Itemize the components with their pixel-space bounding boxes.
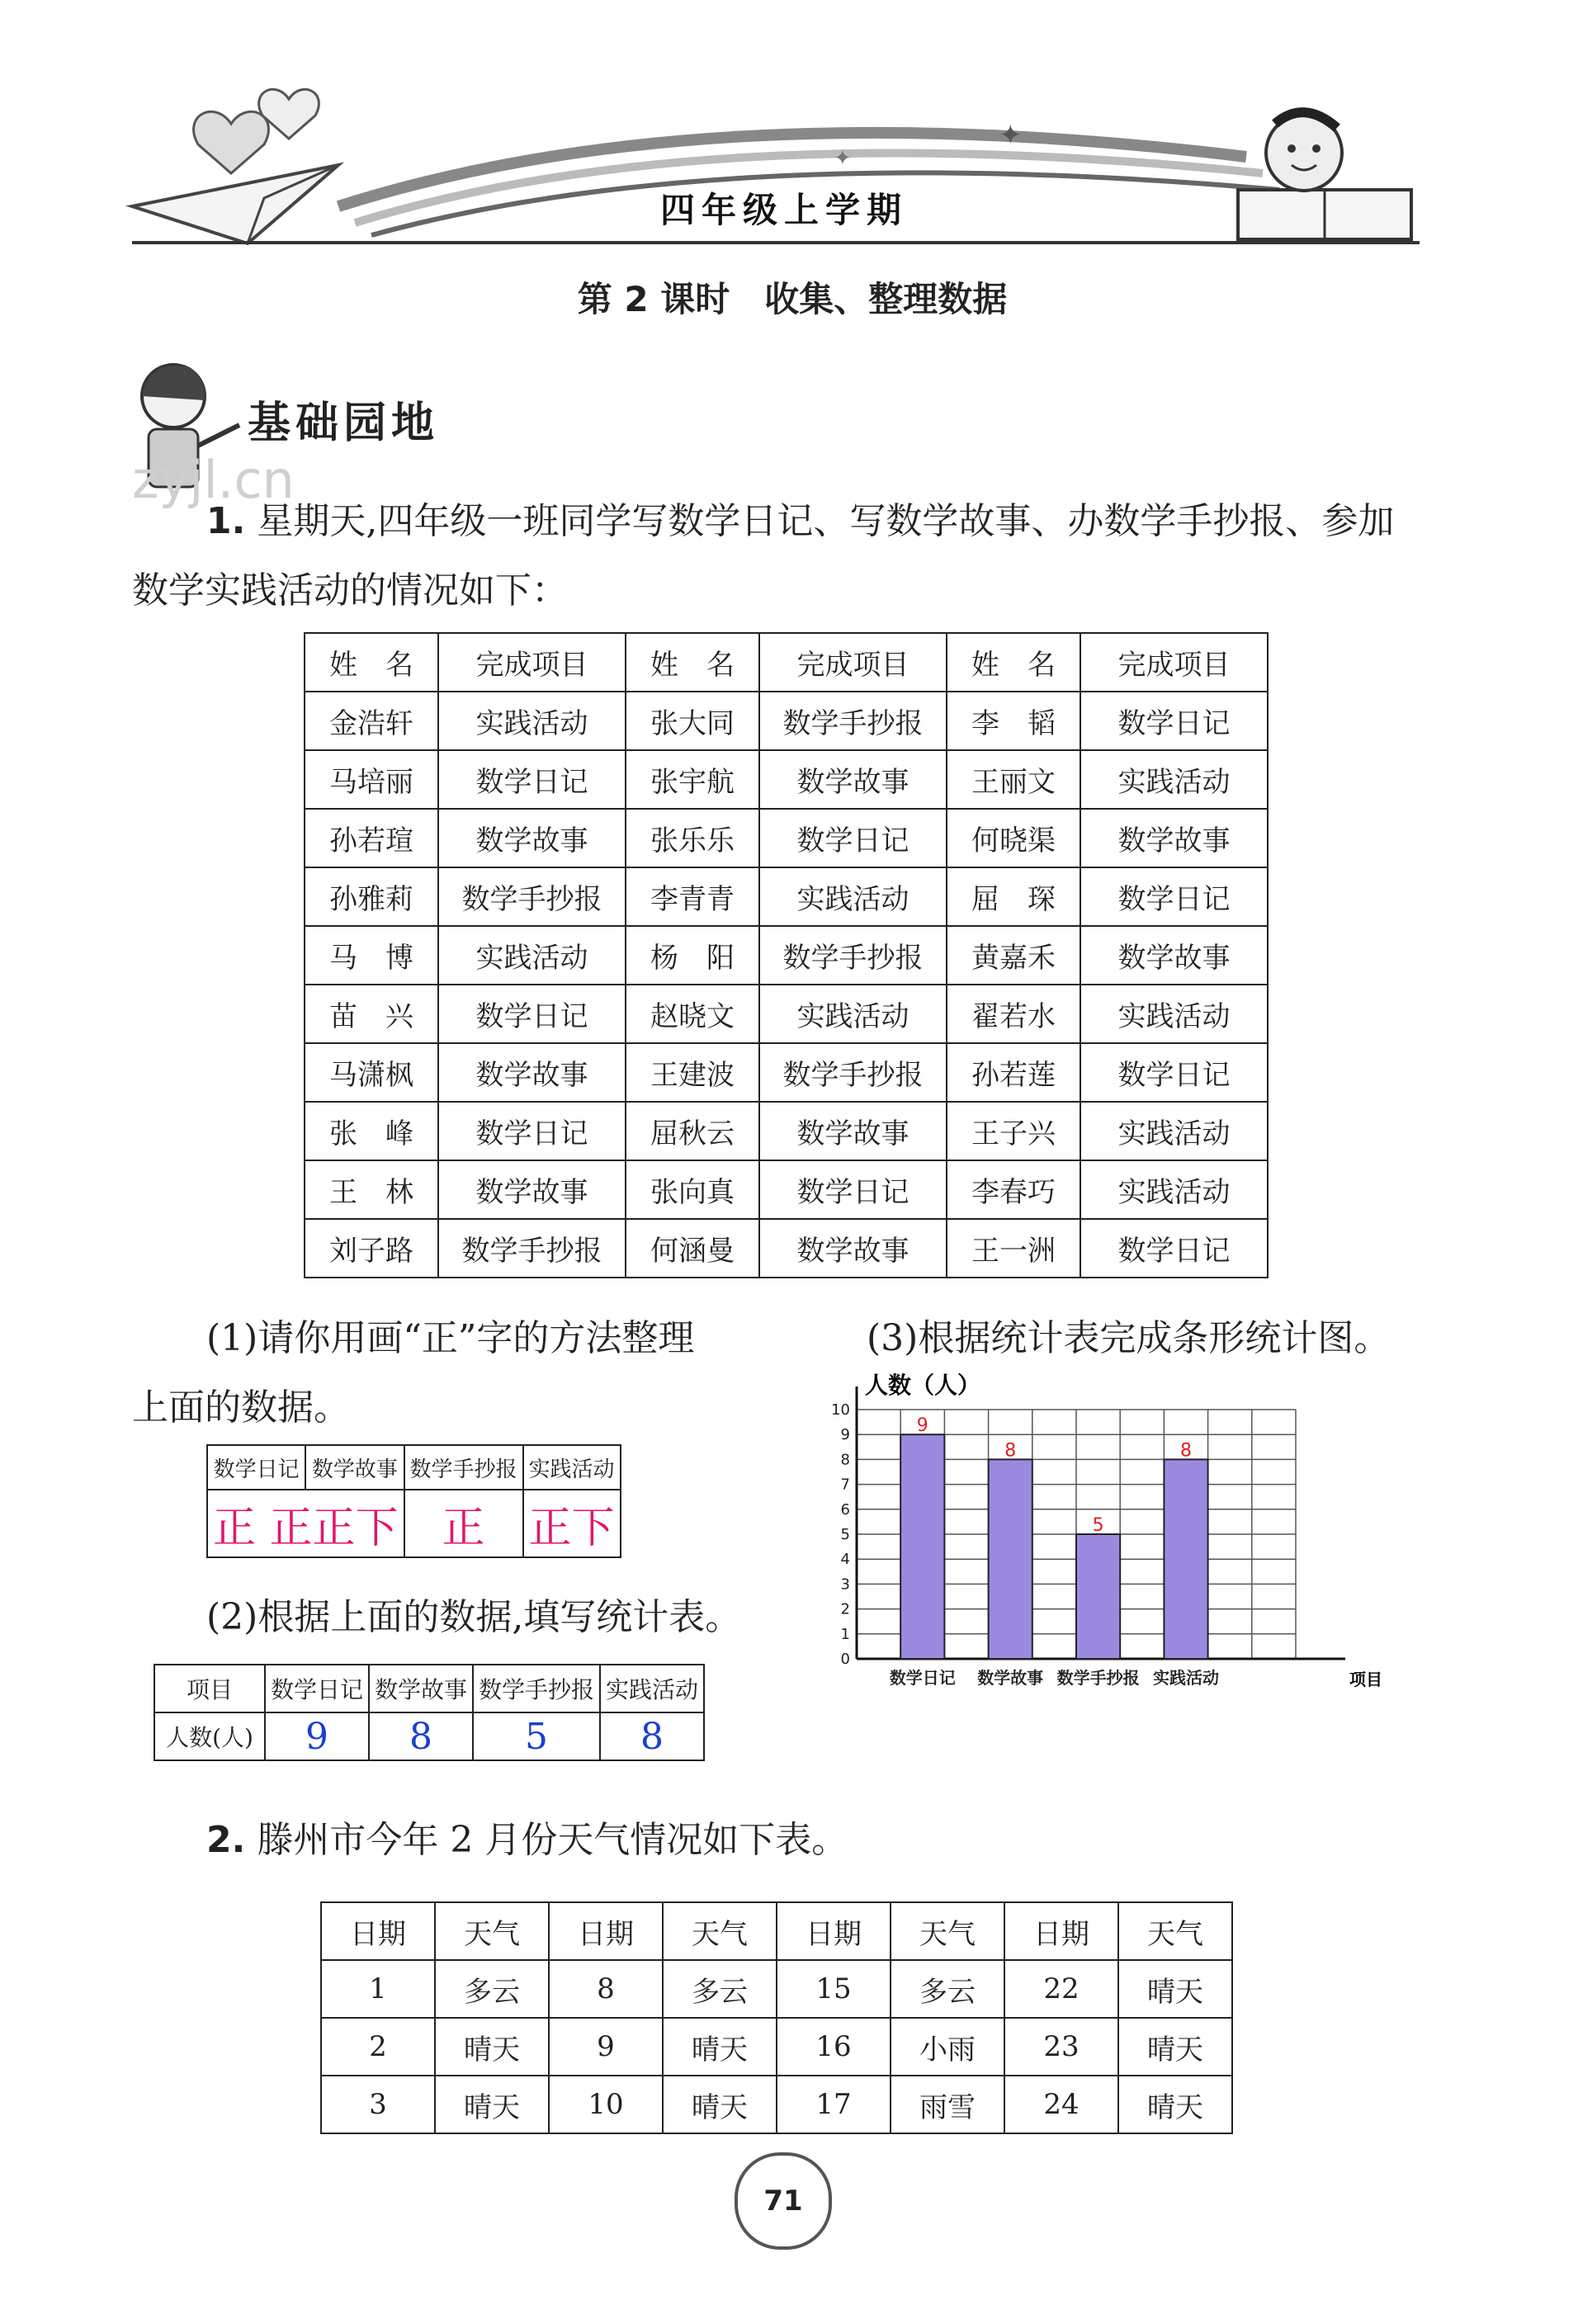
cell: 张乐乐: [626, 809, 759, 867]
cell: 屈秋云: [626, 1102, 759, 1160]
cell: 实践活动: [438, 926, 626, 985]
cell: 实践活动: [1080, 750, 1268, 809]
header-cell: 日期: [777, 1902, 891, 1960]
cell: 1: [321, 1960, 435, 2018]
table-row: [305, 809, 1268, 867]
header-cell: 天气: [891, 1902, 1004, 1960]
y-tick-label: 6: [840, 1500, 850, 1519]
chart-xlabel: 项目: [1349, 1670, 1382, 1689]
stat-value: 8: [600, 1712, 704, 1760]
y-tick-label: 5: [840, 1526, 850, 1543]
cell: 实践活动: [1080, 1102, 1268, 1160]
cell: 马潇枫: [305, 1043, 438, 1102]
stat-value: 5: [473, 1712, 600, 1760]
cell: 雨雪: [891, 2076, 1004, 2133]
y-tick-label: 7: [840, 1476, 850, 1494]
cell: 数学日记: [1080, 1043, 1268, 1102]
cell: 马 博: [305, 926, 438, 985]
cell: 晴天: [435, 2076, 549, 2133]
cell: 24: [1004, 2076, 1118, 2133]
cell: 数学手抄报: [438, 867, 626, 926]
header-cell: 天气: [663, 1902, 777, 1960]
cell: 孙若瑄: [305, 809, 438, 867]
cell: 王 林: [305, 1160, 438, 1219]
cell: 数学日记: [438, 750, 626, 809]
cell: 数学故事: [438, 809, 626, 867]
q1-text: [132, 487, 1453, 626]
cell: 数学手抄报: [759, 926, 947, 985]
cell: 17: [777, 2076, 891, 2133]
tally-header: 数学故事: [305, 1445, 404, 1490]
header-cell: 完成项目: [1080, 633, 1268, 692]
stat-row-label: 人数(人): [154, 1712, 265, 1760]
table-row: [305, 1102, 1268, 1160]
y-tick-label: 3: [840, 1575, 850, 1594]
cell: 实践活动: [1080, 1160, 1268, 1219]
cell: 刘子路: [305, 1219, 438, 1278]
q2-number: 2.: [206, 1819, 246, 1861]
cell: 翟若水: [947, 985, 1080, 1043]
q2-text: [206, 1806, 848, 1875]
data-label: 5: [1092, 1515, 1104, 1536]
cell: 10: [549, 2076, 663, 2133]
cell: 马培丽: [305, 750, 438, 809]
cell: 23: [1004, 2018, 1118, 2076]
cell: 22: [1004, 1960, 1118, 2018]
stat-table: [154, 1664, 705, 1761]
cell: 王建波: [626, 1043, 759, 1102]
cell: 多云: [663, 1960, 777, 2018]
cell: 数学故事: [438, 1160, 626, 1219]
cell: 数学日记: [438, 985, 626, 1043]
part1-line1: (1)请你用画“正”字的方法整理: [206, 1317, 695, 1359]
cell: 晴天: [435, 2018, 549, 2076]
data-label: 8: [1180, 1440, 1192, 1462]
cell: 黄嘉禾: [947, 926, 1080, 985]
cell: 晴天: [663, 2076, 777, 2133]
stat-value: 8: [369, 1712, 473, 1760]
cell: 晴天: [1118, 1960, 1232, 2018]
cell: 晴天: [1118, 2076, 1232, 2133]
cell: 9: [549, 2018, 663, 2076]
cell: 张向真: [626, 1160, 759, 1219]
cell: 实践活动: [759, 867, 947, 926]
tally-header: 数学手抄报: [404, 1445, 523, 1490]
tally-header: 数学日记: [207, 1445, 305, 1490]
table-row: [305, 985, 1268, 1043]
y-tick-label: 1: [840, 1625, 850, 1643]
q1-number: 1.: [206, 500, 246, 542]
tally-marks: 正: [404, 1490, 523, 1557]
chart-ylabel: 人数（人）: [865, 1372, 981, 1399]
stat-header: 实践活动: [600, 1665, 704, 1712]
cell: 16: [777, 2018, 891, 2076]
tally-table: [206, 1444, 621, 1558]
header-divider: [132, 241, 1420, 244]
header-cell: 完成项目: [438, 633, 626, 692]
stat-header: 数学故事: [369, 1665, 473, 1712]
header-cell: 日期: [1004, 1902, 1118, 1960]
cell: 数学故事: [438, 1043, 626, 1102]
header-cell: 完成项目: [759, 633, 947, 692]
category-label: 数学故事: [977, 1668, 1044, 1688]
table-row: [321, 2076, 1232, 2133]
cell: 屈 琛: [947, 867, 1080, 926]
category-label: 数学日记: [889, 1668, 956, 1688]
bar: [1076, 1534, 1120, 1659]
cell: 晴天: [1118, 2018, 1232, 2076]
table-row: [305, 692, 1268, 750]
table-row: [305, 867, 1268, 926]
cell: 数学故事: [1080, 926, 1268, 985]
svg-text:✦: ✦: [834, 146, 852, 171]
cell: 李 韬: [947, 692, 1080, 750]
student-table: [304, 632, 1269, 1278]
weather-table: [320, 1901, 1233, 2134]
part1-text: [132, 1304, 809, 1443]
cell: 数学日记: [759, 1160, 947, 1219]
cell: 多云: [891, 1960, 1004, 2018]
cell: 何涵曼: [626, 1219, 759, 1278]
cell: 王一洲: [947, 1219, 1080, 1278]
header-cell: 日期: [321, 1902, 435, 1960]
cell: 孙若莲: [947, 1043, 1080, 1102]
category-label: 实践活动: [1153, 1668, 1219, 1688]
cell: 实践活动: [438, 692, 626, 750]
cell: 数学手抄报: [759, 1043, 947, 1102]
header-cell: 姓 名: [626, 633, 759, 692]
cell: 数学手抄报: [438, 1219, 626, 1278]
table-row: [321, 1960, 1232, 2018]
cell: 小雨: [891, 2018, 1004, 2076]
cell: 孙雅莉: [305, 867, 438, 926]
stat-header: 数学日记: [265, 1665, 369, 1712]
header-cell: 天气: [1118, 1902, 1232, 1960]
cell: 杨 阳: [626, 926, 759, 985]
table-row: [305, 926, 1268, 985]
cell: 2: [321, 2018, 435, 2076]
cell: 数学日记: [438, 1102, 626, 1160]
table-header-row: [305, 633, 1268, 692]
table-row: [305, 1043, 1268, 1102]
cell: 多云: [435, 1960, 549, 2018]
q1-line2: 数学实践活动的情况如下：: [132, 569, 568, 612]
page-number: 71: [735, 2152, 832, 2250]
header-cell: 日期: [549, 1902, 663, 1960]
cell: 张大同: [626, 692, 759, 750]
part1-line2: 上面的数据。: [132, 1386, 350, 1429]
cell: 数学日记: [1080, 1219, 1268, 1278]
table-row: [305, 1160, 1268, 1219]
cell: 15: [777, 1960, 891, 2018]
part2-text: (2)根据上面的数据,填写统计表。: [206, 1596, 742, 1638]
cell: 王子兴: [947, 1102, 1080, 1160]
tally-marks: 正下: [523, 1490, 621, 1557]
section-title: 基础园地: [248, 399, 440, 448]
cell: 王丽文: [947, 750, 1080, 809]
q2-sentence: 滕州市今年 2 月份天气情况如下表。: [257, 1819, 848, 1861]
cell: 3: [321, 2076, 435, 2133]
cell: 张宇航: [626, 750, 759, 809]
cell: 赵晓文: [626, 985, 759, 1043]
cell: 苗 兴: [305, 985, 438, 1043]
y-tick-label: 9: [840, 1426, 850, 1444]
cell: 晴天: [663, 2018, 777, 2076]
header-cell: 姓 名: [305, 633, 438, 692]
cell: 实践活动: [759, 985, 947, 1043]
part3-text: (3)根据统计表完成条形统计图。: [867, 1317, 1391, 1359]
heart-icon: [194, 111, 269, 173]
header-cell: 姓 名: [947, 633, 1080, 692]
category-label: 数学手抄报: [1056, 1668, 1140, 1688]
cell: 数学日记: [1080, 867, 1268, 926]
cell: 何晓渠: [947, 809, 1080, 867]
y-tick-label: 10: [831, 1401, 850, 1419]
table-header-row: [321, 1902, 1232, 1960]
cell: 金浩轩: [305, 692, 438, 750]
lesson-title: 第 2 课时 收集、整理数据: [577, 279, 1008, 319]
cell: 数学日记: [759, 809, 947, 867]
watermark: zyjl.cn: [132, 450, 295, 510]
data-label: 8: [1004, 1440, 1017, 1462]
cell: 数学故事: [1080, 809, 1268, 867]
cell: 数学故事: [759, 750, 947, 809]
y-tick-label: 8: [840, 1451, 850, 1469]
bar: [1164, 1459, 1207, 1659]
q1-line1: 星期天,四年级一班同学写数学日记、写数学故事、办数学手抄报、参加: [257, 500, 1395, 542]
cell: 实践活动: [1080, 985, 1268, 1043]
bar: [989, 1459, 1032, 1659]
paper-plane-icon: [132, 165, 338, 243]
tally-header: 实践活动: [523, 1445, 621, 1490]
header-cell: 天气: [435, 1902, 549, 1960]
cell: 李春巧: [947, 1160, 1080, 1219]
stat-header: 数学手抄报: [473, 1665, 600, 1712]
cell: 张 峰: [305, 1102, 438, 1160]
bar-chart: [817, 1370, 1411, 1717]
cell: 数学手抄报: [759, 692, 947, 750]
stat-header: 项目: [154, 1665, 265, 1712]
table-row: [305, 750, 1268, 809]
y-tick-label: 4: [840, 1551, 850, 1569]
table-row: [321, 2018, 1232, 2076]
stat-value: 9: [265, 1712, 369, 1760]
y-tick-label: 2: [840, 1600, 850, 1618]
bar: [900, 1434, 944, 1659]
y-tick-label: 0: [840, 1651, 850, 1668]
table-row: [305, 1219, 1268, 1278]
cell: 李青青: [626, 867, 759, 926]
cell: 数学故事: [759, 1219, 947, 1278]
cell: 数学日记: [1080, 692, 1268, 750]
grade-title: 四年级上学期: [659, 190, 908, 230]
svg-text:✦: ✦: [999, 119, 1023, 152]
cell: 数学故事: [759, 1102, 947, 1160]
tally-marks: 正 正正下: [207, 1490, 404, 1557]
data-label: 9: [916, 1415, 928, 1437]
cell: 8: [549, 1960, 663, 2018]
